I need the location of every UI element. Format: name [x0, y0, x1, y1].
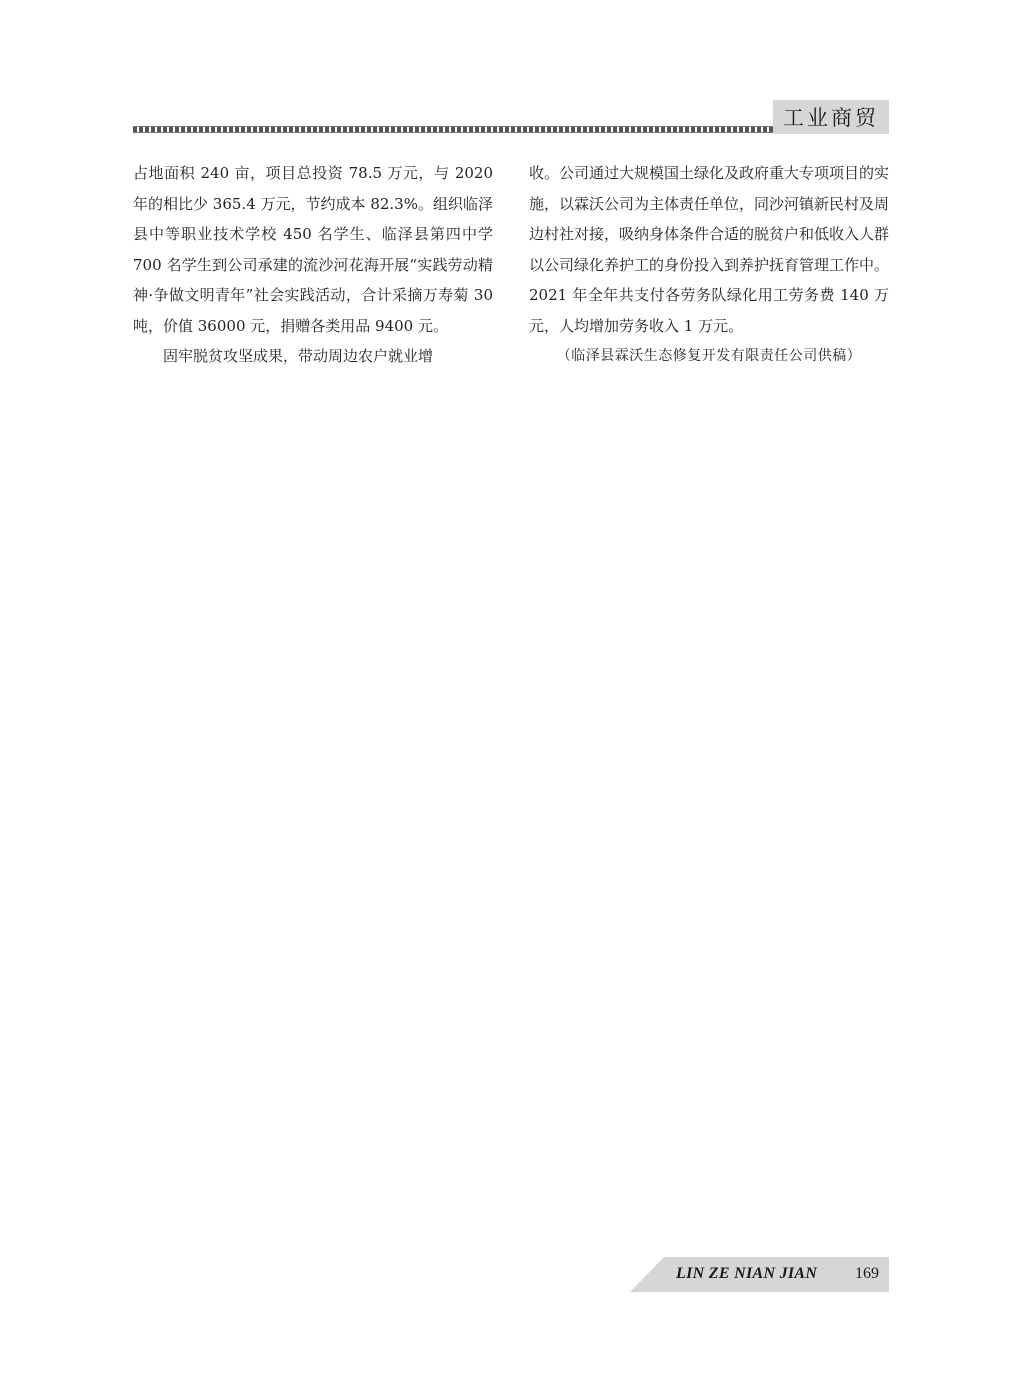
footer-title: LIN ZE NIAN JIAN: [676, 1265, 818, 1282]
header-decorative-rule: [133, 126, 773, 133]
section-title: 工业商贸: [783, 106, 879, 130]
paragraph: 收。公司通过大规模国土绿化及政府重大专项项目的实施，以霖沃公司为主体责任单位，同沙河镇新民村及周边村社对接，吸纳身体条件合适的脱贫户和低收入人群以公司绿化养护工的身份投入到养护抚育管理工作中。2021 年全年共支付各劳务队绿化用工劳务费 140 万元，人均增加劳务收入 1 万元。: [529, 164, 890, 335]
page-number: 169: [855, 1265, 879, 1282]
paragraph: 固牢脱贫攻坚成果，带动周边农户就业增: [163, 347, 434, 365]
right-column: [529, 158, 889, 372]
source-credit: （临泽县霖沃生态修复开发有限责任公司供稿）: [556, 348, 862, 364]
left-column: [133, 158, 493, 372]
paragraph: 占地面积 240 亩，项目总投资 78.5 万元，与 2020 年的相比少 365.4 万元，节约成本 82.3%。组织临泽县中等职业技术学校 450 名学生、临泽县第四中学 700 名学生到公司承建的流沙河花海开展“实践劳动精神·争做文明青年”社会实践活动，合计采摘万寿菊 30 吨，价值 36000 元，捐赠各类用品 9400 元。: [133, 164, 493, 335]
section-header-tab: [773, 100, 889, 134]
